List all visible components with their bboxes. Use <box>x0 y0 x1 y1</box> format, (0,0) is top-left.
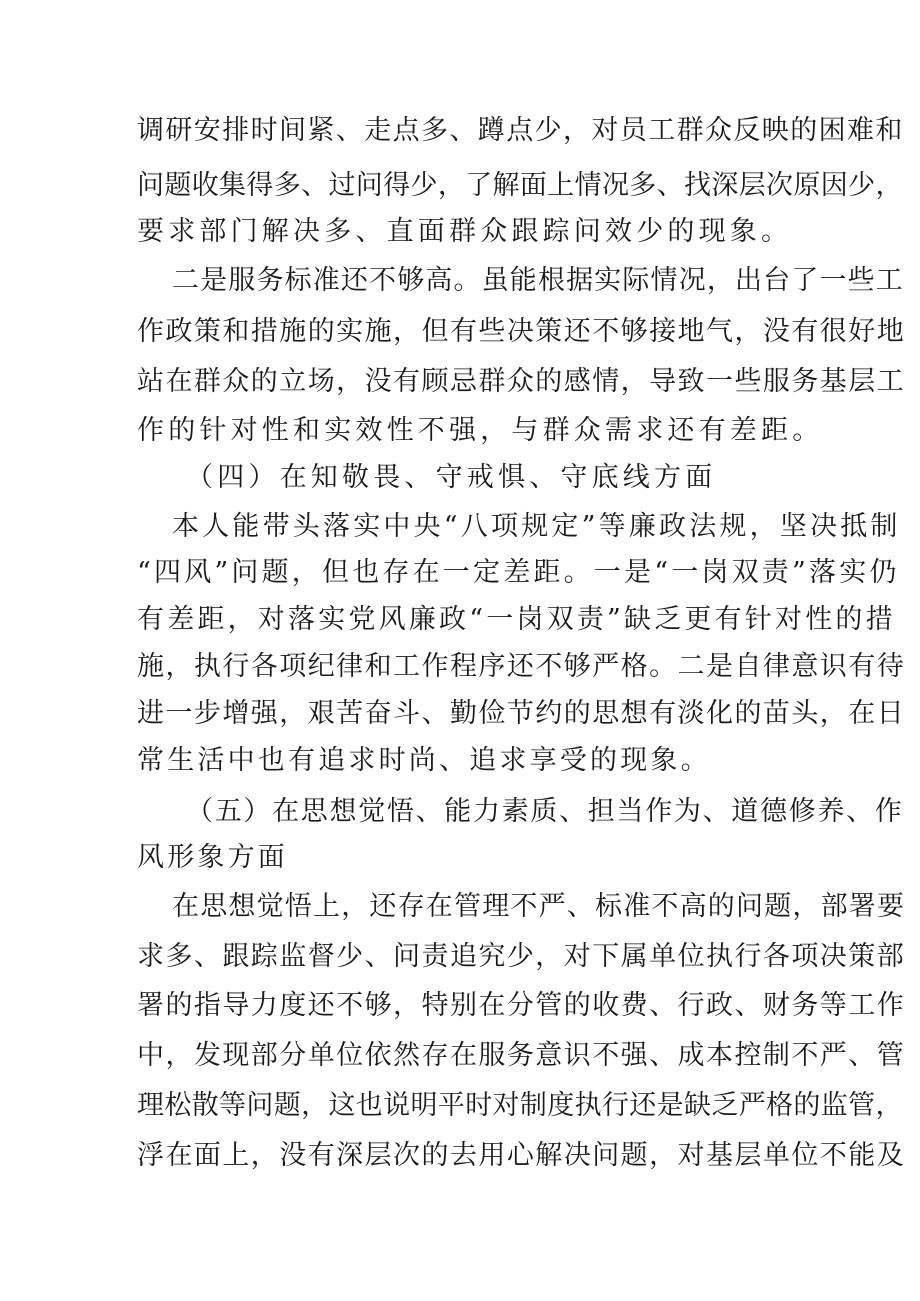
text-line: 作政策和措施的实施，但有些决策还不够接地气，没有很好地 <box>137 316 906 347</box>
text-line: 有差距，对落实党风廉政“一岗双责”缺乏更有针对性的措 <box>137 604 896 635</box>
text-line: 本人能带头落实中央“八项规定”等廉政法规，坚决抵制 <box>172 511 901 542</box>
text-line: 署的指导力度还不够，特别在分管的收费、行政、财务等工作 <box>137 990 906 1021</box>
text-line: 中，发现部分单位依然存在服务意识不强、成本控制不严、管 <box>137 1040 906 1071</box>
text-line: 调研安排时间紧、走点多、蹲点少，对员工群众反映的困难和 <box>137 115 904 146</box>
text-line: 进一步增强，艰苦奋斗、勤俭节约的思想有淡化的苗头，在日 <box>137 698 906 729</box>
text-line: 浮在面上，没有深层次的去用心解决问题，对基层单位不能及 <box>137 1140 906 1171</box>
text-line: 施，执行各项纪律和工作程序还不够严格。二是自律意识有待 <box>137 651 906 682</box>
text-line: 在思想觉悟上，还存在管理不严、标准不高的问题，部署要 <box>172 891 906 922</box>
text-line: 问题收集得多、过问得少，了解面上情况多、找深层次原因少， <box>137 170 903 201</box>
text-line: 常生活中也有追求时尚、追求享受的现象。 <box>137 745 711 776</box>
section-heading-continued: 风形象方面 <box>137 842 288 873</box>
text-line: 作的针对性和实效性不强，与群众需求还有差距。 <box>137 415 824 446</box>
section-heading: （四）在知敬畏、守戒惧、守底线方面 <box>186 462 717 493</box>
text-line: 理松散等问题，这也说明平时对制度执行还是缺乏严格的监管， <box>137 1090 903 1121</box>
text-line: 二是服务标准还不够高。虽能根据实际情况，出台了一些工 <box>172 265 904 296</box>
text-line: “四风”问题，但也存在一定差距。一是“一岗双责”落实仍 <box>137 557 900 588</box>
section-heading: （五）在思想觉悟、能力素质、担当作为、道德修养、作 <box>186 796 904 827</box>
text-line: 求多、跟踪监督少、问责追究少，对下属单位执行各项决策部 <box>137 941 906 972</box>
text-line: 要求部门解决多、直面群众跟踪问效少的现象。 <box>137 216 793 247</box>
text-line: 站在群众的立场，没有顾忌群众的感情，导致一些服务基层工 <box>137 366 906 397</box>
